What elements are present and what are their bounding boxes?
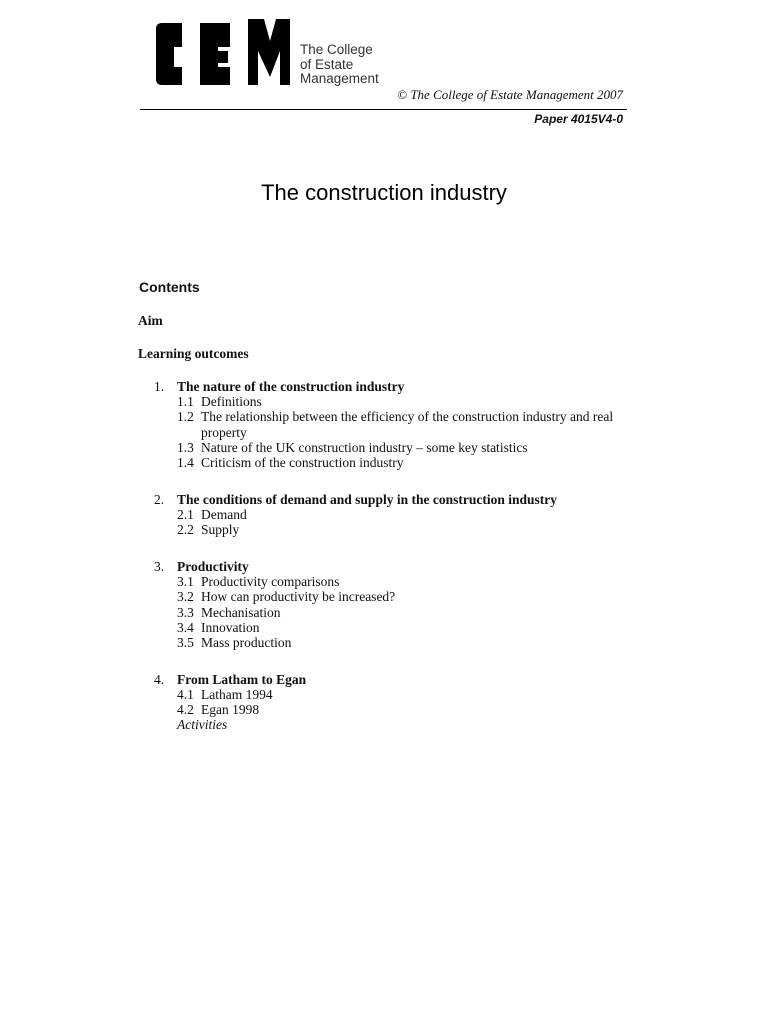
subsection-label: How can productivity be increased? bbox=[201, 589, 396, 605]
logo-line-1: The College bbox=[300, 42, 373, 57]
subsection-label: Innovation bbox=[201, 619, 260, 635]
section-title: From Latham to Egan bbox=[177, 671, 307, 687]
section-title: The nature of the construction industry bbox=[177, 379, 405, 394]
subsection-number: 1.2 bbox=[177, 409, 194, 425]
subsection-number: 1.3 bbox=[177, 439, 194, 455]
subsection-item bbox=[177, 635, 629, 650]
contents-section bbox=[154, 492, 629, 538]
subsection-label: Criticism of the construction industry bbox=[201, 455, 404, 471]
subsection-label: Egan 1998 bbox=[201, 702, 260, 718]
section-number: 3. bbox=[154, 559, 165, 575]
subsection-label: Latham 1994 bbox=[201, 687, 273, 703]
learning-outcomes-entry: Learning outcomes bbox=[138, 346, 249, 361]
subsection-item bbox=[177, 620, 629, 635]
contents-section bbox=[154, 559, 629, 650]
subsection-item bbox=[177, 440, 629, 455]
subsection-label: Mechanisation bbox=[201, 604, 281, 620]
contents-section bbox=[154, 672, 629, 733]
activities-entry: Activities bbox=[177, 717, 228, 733]
logo-wordmark bbox=[300, 43, 410, 87]
copyright-notice: © The College of Estate Management 2007 bbox=[397, 87, 623, 102]
section-number: 2. bbox=[154, 491, 165, 507]
logo-line-3: Management bbox=[300, 71, 379, 86]
subsection-number: 4.1 bbox=[177, 687, 194, 703]
subsection-item bbox=[177, 409, 629, 439]
document-title: The construction industry bbox=[261, 180, 507, 205]
contents-section bbox=[154, 379, 629, 470]
subsection-label: Nature of the UK construction industry – some key statistics bbox=[201, 439, 528, 455]
subsection-label: The relationship between the efficiency of the construction industry and real property bbox=[201, 409, 614, 440]
subsection-item bbox=[177, 605, 629, 620]
subsection-item bbox=[177, 394, 629, 409]
subsection-item bbox=[177, 574, 629, 589]
subsection-number: 2.2 bbox=[177, 522, 194, 538]
section-title: Productivity bbox=[177, 559, 249, 575]
subsection-number: 1.4 bbox=[177, 455, 194, 471]
section-number: 4. bbox=[154, 671, 165, 687]
subsection-label: Definitions bbox=[201, 394, 262, 410]
subsection-item bbox=[177, 687, 629, 702]
subsection-item bbox=[177, 507, 629, 522]
subsection-number: 3.5 bbox=[177, 635, 194, 651]
subsection-label: Supply bbox=[201, 522, 240, 538]
subsection-item bbox=[177, 589, 629, 604]
subsection-item bbox=[177, 522, 629, 537]
contents-sections bbox=[154, 379, 629, 754]
subsection-number: 2.1 bbox=[177, 507, 194, 523]
subsection-number: 3.2 bbox=[177, 589, 194, 605]
subsection-number: 3.3 bbox=[177, 604, 194, 620]
paper-reference: Paper 4015V4-0 bbox=[534, 112, 623, 126]
section-title: The conditions of demand and supply in the construction industry bbox=[177, 491, 557, 507]
subsection-item bbox=[177, 455, 629, 470]
subsection-item bbox=[177, 702, 629, 717]
cem-logo-mark-icon bbox=[152, 19, 292, 89]
header-divider bbox=[140, 109, 627, 110]
subsection-label: Productivity comparisons bbox=[201, 574, 340, 590]
subsection-number: 1.1 bbox=[177, 394, 194, 410]
college-logo bbox=[144, 17, 384, 89]
subsection-number: 4.2 bbox=[177, 702, 194, 718]
subsection-label: Mass production bbox=[201, 635, 292, 651]
subsection-label: Demand bbox=[201, 507, 247, 523]
subsection-number: 3.1 bbox=[177, 574, 194, 590]
aim-entry: Aim bbox=[138, 313, 163, 328]
section-number: 1. bbox=[154, 379, 165, 394]
subsection-number: 3.4 bbox=[177, 619, 194, 635]
contents-heading: Contents bbox=[139, 279, 200, 295]
logo-line-2: of Estate bbox=[300, 56, 354, 72]
